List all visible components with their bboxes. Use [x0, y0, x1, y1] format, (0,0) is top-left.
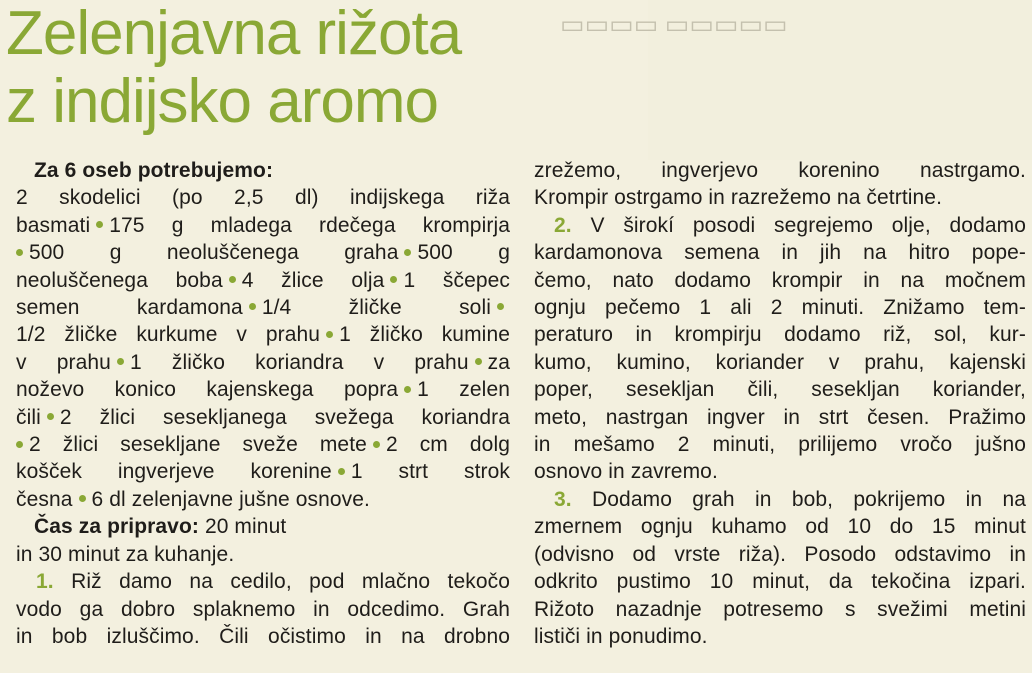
step-3-line: zmernem ognju kuhamo od 10 do 15 minut	[534, 515, 1026, 539]
ingredients-line: česna 6 dl zelenjavne jušne osnove.	[16, 487, 370, 511]
title-line-2: z indijsko aromo	[6, 67, 438, 136]
ingredients-line: 2 skodelici (po 2,5 dl) indijskega riža	[16, 186, 510, 210]
ingredients-line: košček ingverjeve korenine 1 strt strok	[16, 460, 510, 484]
ingredients-line: semen kardamona 1/4 žličke soli	[16, 294, 510, 321]
step-3-line: lističi in ponudimo.	[534, 624, 708, 648]
step-2-line: kardamonova semena in jih na hitro pope-	[534, 241, 1026, 265]
step-number: 1.	[36, 570, 54, 594]
step-3-line: Rižoto nazadnje potresemo s svežimi metini	[534, 597, 1026, 621]
step-2-line: peraturo in krompirju dodamo riž, sol, kur-	[534, 323, 1026, 347]
step-2-line: ognju pečemo 1 ali 2 minuti. Znižamo tem-	[534, 296, 1026, 320]
bleed-through-text: ▭▭▭▭ ▭▭▭▭▭	[560, 10, 788, 39]
bullet-icon	[390, 276, 397, 283]
step-number: 3.	[554, 487, 572, 511]
bullet-icon	[117, 358, 124, 365]
step-2-line: čemo, nato dodamo krompir in na močnem	[534, 268, 1026, 292]
right-column	[534, 157, 1026, 650]
prep-time	[16, 513, 510, 540]
step-2-line: kumo, kumino, koriander v prahu, kajenski	[534, 350, 1026, 374]
step-1-continued: Krompir ostrgamo in razrežemo na četrtine.	[534, 186, 943, 210]
step-3-line: (odvisno od vrste riža). Posodo odstavimo in	[534, 542, 1026, 566]
bullet-icon	[404, 386, 411, 393]
ingredients-heading: Za 6 oseb potrebujemo:	[34, 159, 274, 182]
bullet-icon	[79, 495, 86, 502]
bullet-icon	[16, 249, 23, 256]
bullet-icon	[47, 413, 54, 420]
left-column	[16, 157, 510, 650]
step-2-line: osnovo in zavremo.	[534, 460, 718, 484]
ingredients-line: basmati 175 g mladega rdečega krompirja	[16, 213, 510, 237]
step-3-line: 3. Dodamo grah in bob, pokrijemo in na	[554, 487, 1026, 511]
step-1-continued: zrežemo, ingverjevo korenino nastrgamo.	[534, 159, 1026, 182]
bullet-icon	[249, 303, 256, 310]
ingredients-line: 500 g neoluščenega graha 500 g	[16, 239, 510, 266]
step-2-line: 2. V širokí posodi segrejemo olje, dodamo	[554, 213, 1026, 237]
bullet-icon	[16, 441, 23, 448]
ingredients-line: neoluščenega boba 4 žlice olja 1 ščepec	[16, 268, 511, 292]
ingredients-line: čili 2 žlici sesekljanega svežega koriandra	[16, 405, 510, 429]
step-1-line: in bob izluščimo. Čili očistimo in na drobno	[16, 624, 510, 648]
bullet-icon	[475, 358, 482, 365]
step-2-line: poper, sesekljan čili, sesekljan koriander,	[534, 378, 1026, 402]
prep-time-line2: in 30 minut za kuhanje.	[16, 542, 235, 566]
step-2-line: in mešamo 2 minuti, prilijemo vročo jušno	[534, 433, 1026, 457]
ingredients-line: 2 žlici sesekljane sveže mete 2 cm dolg	[16, 431, 510, 458]
ingredients-line: 1/2 žličke kurkume v prahu 1 žličko kumine	[16, 323, 511, 347]
ingredients-line: noževo konico kajenskega popra 1 zelen	[16, 378, 510, 402]
bullet-icon	[338, 468, 345, 475]
bullet-icon	[373, 441, 380, 448]
bullet-icon	[497, 303, 504, 310]
step-1-line: vodo ga dobro splaknemo in odcedimo. Grah	[16, 597, 510, 621]
bullet-icon	[229, 276, 236, 283]
prep-label: Čas za pripravo:	[34, 515, 199, 539]
bullet-icon	[96, 221, 103, 228]
bullet-icon	[404, 249, 411, 256]
step-2-line: meto, nastrgan ingver in strt česen. Pražimo	[534, 405, 1026, 429]
prep-value: 20 minut	[204, 515, 287, 539]
ingredients-line: v prahu 1 žličko koriandra v prahu za	[16, 350, 511, 374]
title-line-1: Zelenjavna rižota	[6, 0, 462, 68]
step-number: 2.	[554, 213, 572, 237]
step-1-line: 1. Riž damo na cedilo, pod mlačno tekočo	[36, 570, 510, 594]
recipe-title	[6, 0, 461, 136]
bullet-icon	[326, 331, 333, 338]
step-3-line: odkrito pustimo 10 minut, da tekočina izpari.	[534, 570, 1026, 594]
